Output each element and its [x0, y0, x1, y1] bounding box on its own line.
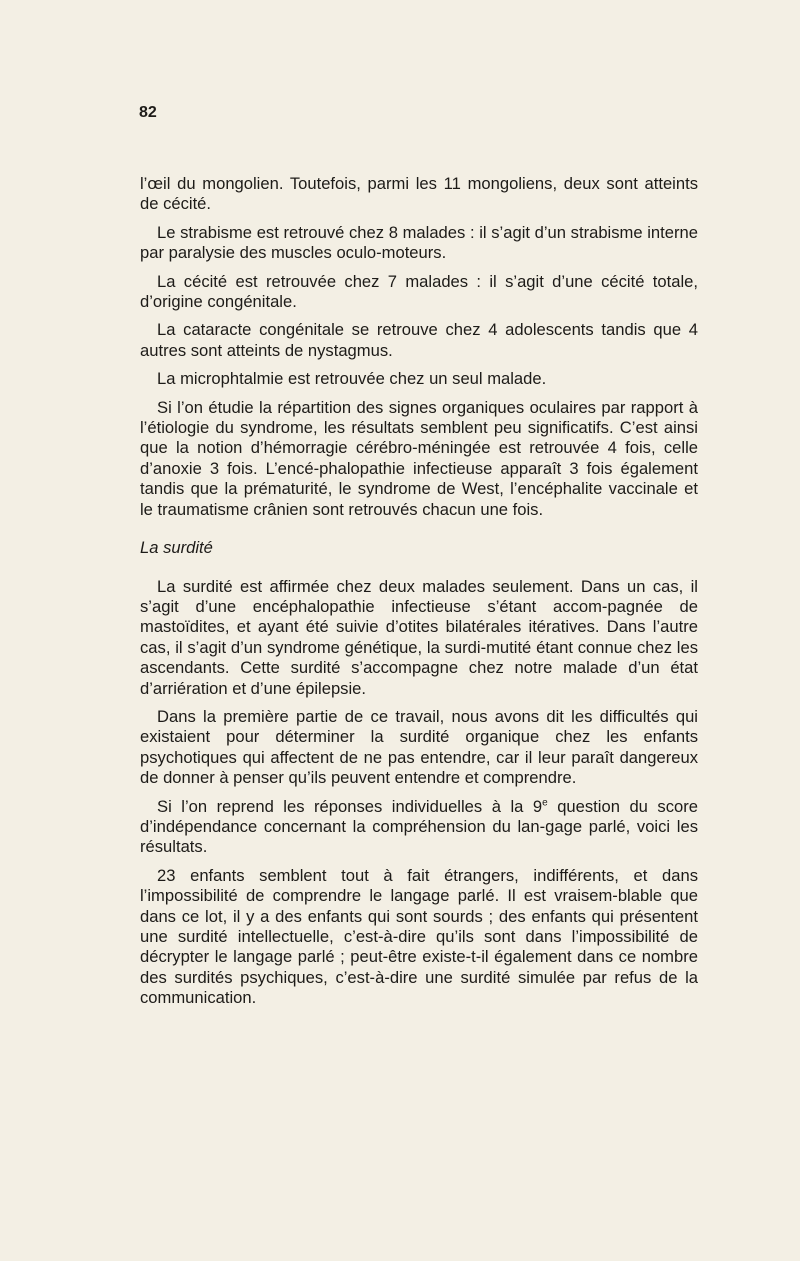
superscript: e [542, 797, 548, 809]
paragraph: La surdité est affirmée chez deux malades seulement. Dans un cas, il s’agit d’une encéphalopathie infectieuse s’étant accom-pagnée de mastoïdites, et ayant été suivie d’otites bilatérales itératives. Dans l’autre cas, il s’agit d’un syndrome génétique, la surdi-mutité étant connue chez les ascendants. Cette surdité s’accompagne chez notre malade d’un état d’arriération et d’une épilepsie. [140, 576, 698, 698]
paragraph: l’œil du mongolien. Toutefois, parmi les 11 mongoliens, deux sont atteints de cécité. [140, 174, 698, 214]
page-content [140, 174, 698, 1017]
paragraph: Si l’on étudie la répartition des signes organiques oculaires par rapport à l’étiologie du syndrome, les résultats semblent peu significatifs. C’est ainsi que la notion d’hémorragie cérébro-méningée est retrouvée 4 fois, celle d’anoxie 3 fois. L’encé-phalopathie infectieuse apparaît 3 fois également tandis que la prématurité, le syndrome de West, l’encéphalite vaccinale et le traumatisme crânien sont retrouvés chacun une fois. [140, 397, 698, 519]
paragraph: La cataracte congénitale se retrouve chez 4 adolescents tandis que 4 autres sont atteints de nystagmus. [140, 320, 698, 360]
paragraph: Dans la première partie de ce travail, nous avons dit les difficultés qui existaient pour déterminer la surdité organique chez les enfants psychotiques qui affectent de ne pas entendre, car il leur paraît dangereux de donner à penser qu’ils peuvent entendre et comprendre. [140, 706, 698, 788]
page-number: 82 [139, 104, 157, 121]
paragraph-text: Si l’on reprend les réponses individuelles à la 9 [157, 796, 543, 816]
paragraph: Le strabisme est retrouvé chez 8 malades : il s’agit d’un strabisme interne par paralysie des muscles oculo-moteurs. [140, 222, 698, 263]
paragraph: La microphtalmie est retrouvée chez un seul malade. [157, 369, 547, 389]
section-heading: La surdité [140, 538, 213, 558]
paragraph-text: question du score d’indépendance concernant la compréhension du lan-gage parlé, voici les résultats. [140, 796, 698, 857]
paragraph: 23 enfants semblent tout à fait étrangers, indifférents, et dans l’impossibilité de comprendre le langage parlé. Il est vraisem-blable que dans ce lot, il y a des enfants qui sont sourds ; des enfants qui présentent une surdité intellectuelle, c’est-à-dire qu’ils sont dans l’impossibilité de décrypter le langage parlé ; peut-être existe-t-il également dans ce nombre des surdités psychiques, c’est-à-dire une surdité simulée par refus de la communication. [140, 865, 698, 1008]
paragraph: La cécité est retrouvée chez 7 malades : il s’agit d’une cécité totale, d’origine congénitale. [140, 271, 698, 312]
paragraph [140, 797, 698, 858]
